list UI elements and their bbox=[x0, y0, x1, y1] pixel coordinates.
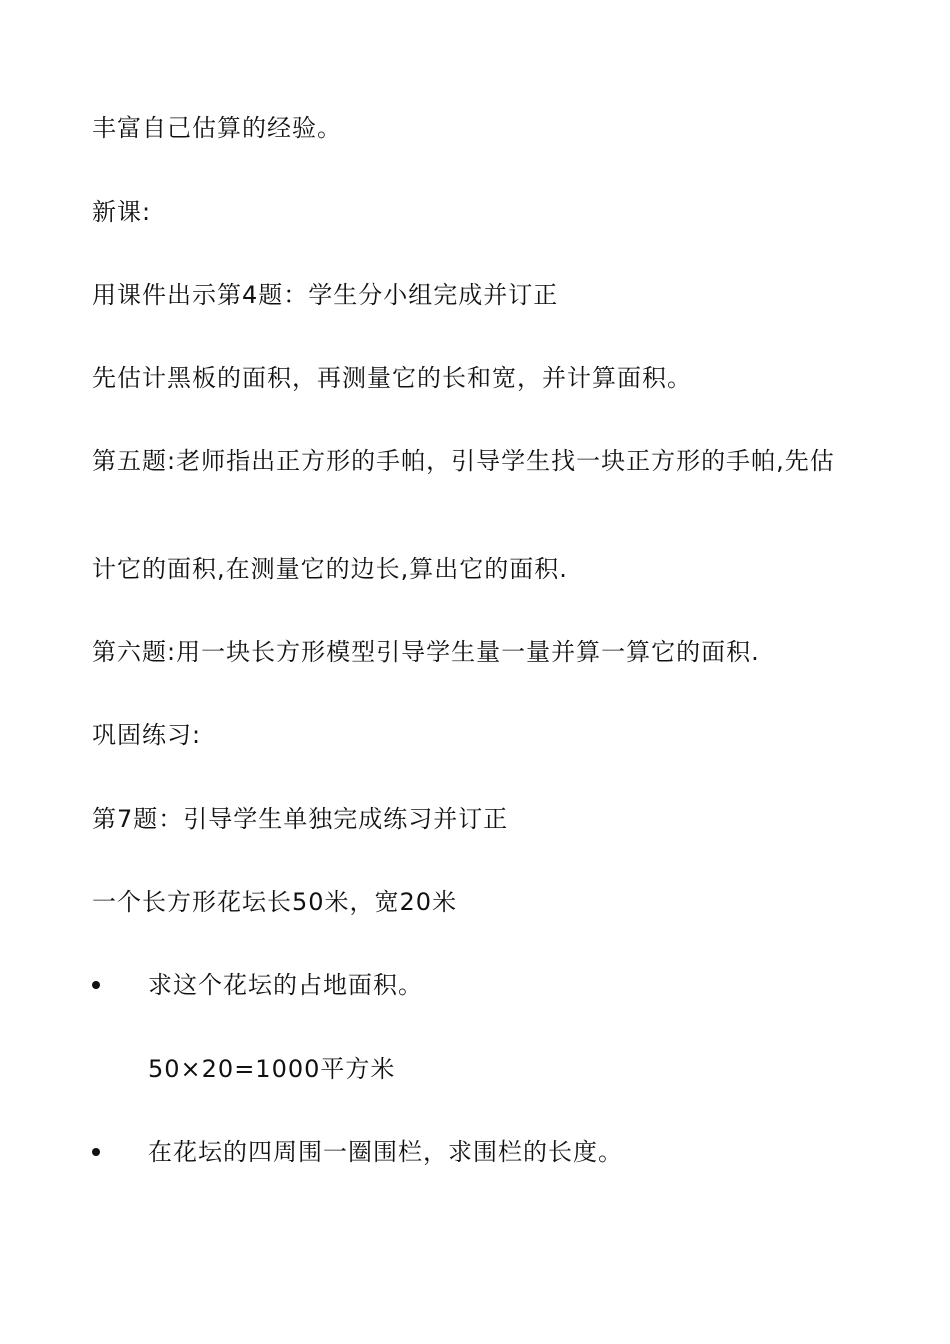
paragraph-line: 第五题:老师指出正方形的手帕，引导学生找一块正方形的手帕,先估 bbox=[92, 447, 835, 475]
bullet-icon bbox=[92, 1148, 100, 1156]
paragraph-line: 一个长方形花坛长50米，宽20米 bbox=[92, 888, 458, 916]
answer-line: 50×20=1000平方米 bbox=[148, 1055, 396, 1083]
list-item: 在花坛的四周围一圈围栏，求围栏的长度。 bbox=[148, 1138, 623, 1166]
list-item: 求这个花坛的占地面积。 bbox=[148, 971, 423, 999]
paragraph-line: 第六题:用一块长方形模型引导学生量一量并算一算它的面积. bbox=[92, 638, 760, 666]
paragraph-line: 第7题：引导学生单独完成练习并订正 bbox=[92, 805, 509, 833]
paragraph-line: 计它的面积,在测量它的边长,算出它的面积. bbox=[92, 555, 568, 583]
section-heading-new-lesson: 新课: bbox=[92, 198, 152, 226]
section-heading-practice: 巩固练习: bbox=[92, 721, 202, 749]
bullet-icon bbox=[92, 981, 100, 989]
paragraph-line: 先估计黑板的面积，再测量它的长和宽，并计算面积。 bbox=[92, 364, 692, 392]
paragraph-line: 丰富自己估算的经验。 bbox=[92, 114, 342, 142]
paragraph-line: 用课件出示第4题：学生分小组完成并订正 bbox=[92, 281, 559, 309]
